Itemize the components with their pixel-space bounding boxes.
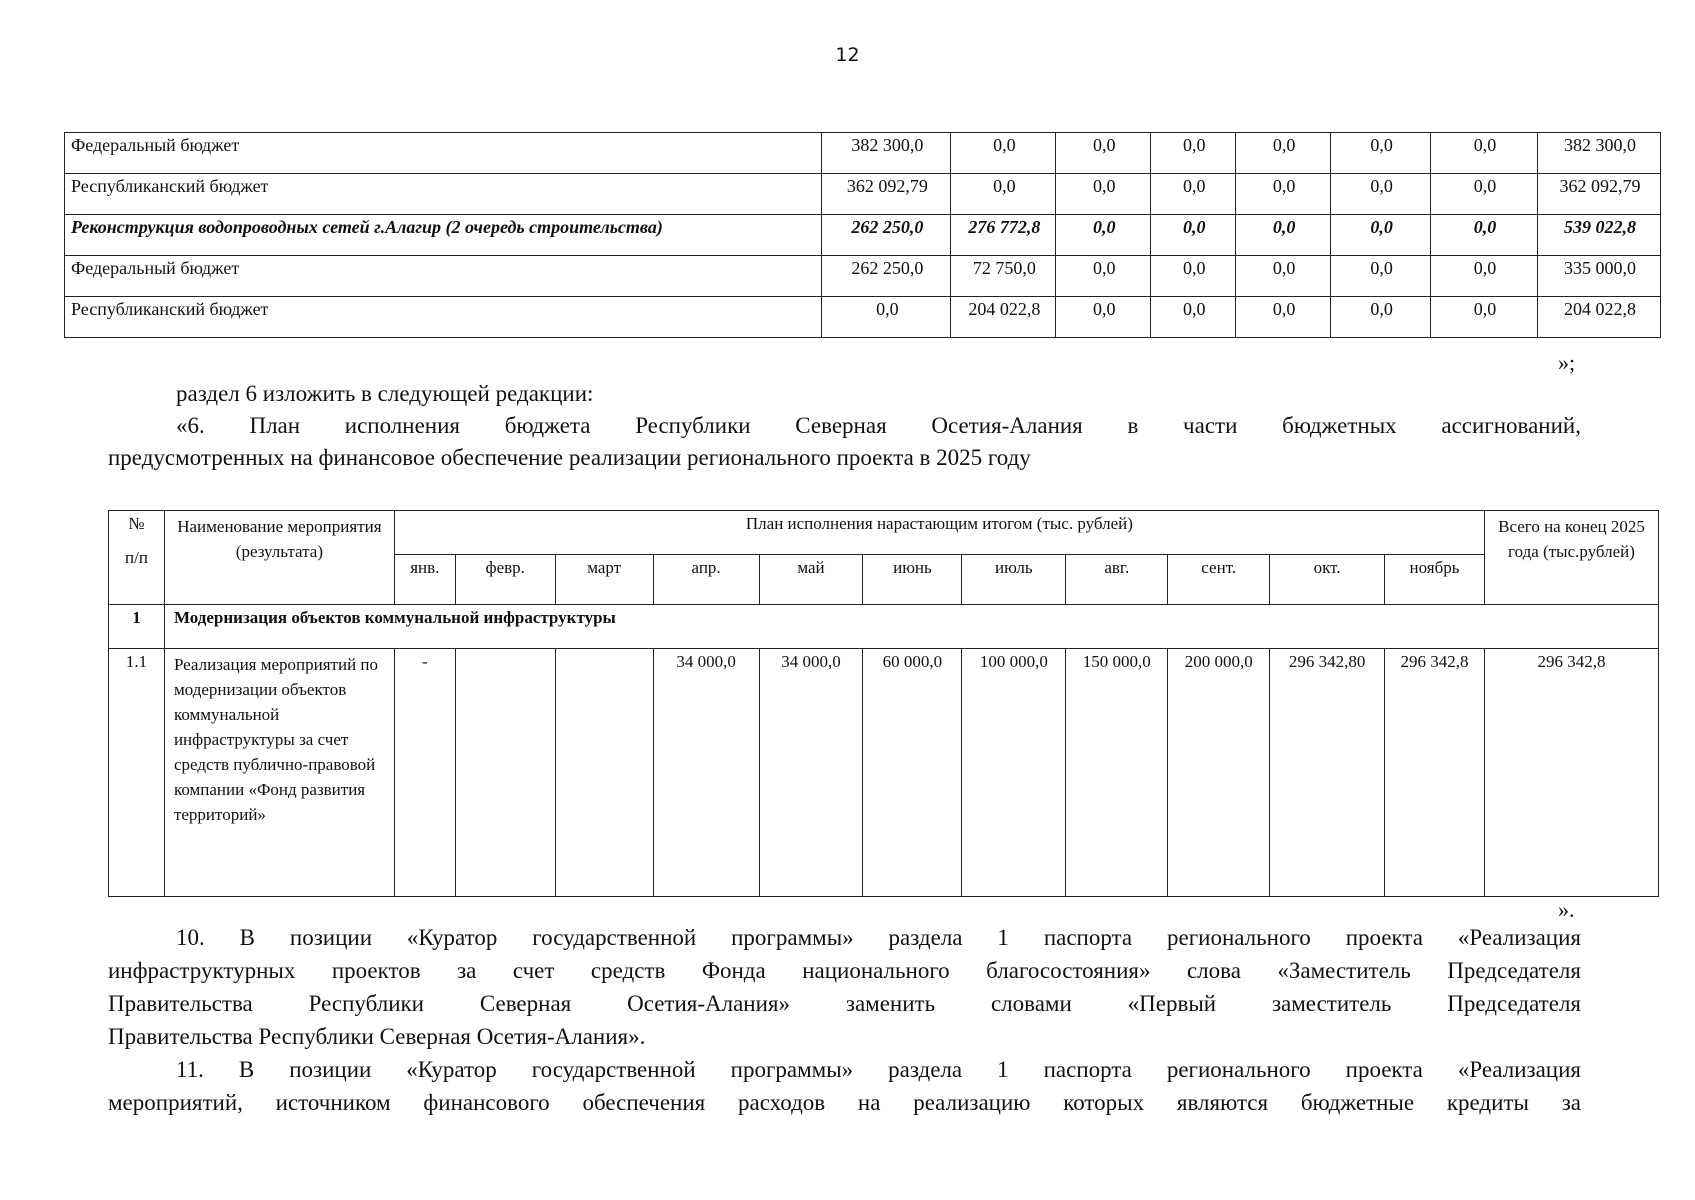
- budget-row-name: Реконструкция водопроводных сетей г.Алагир (2 очередь строительства): [65, 215, 822, 256]
- month-value: [555, 649, 653, 897]
- header-name: Наименование мероприятия (результата): [164, 511, 394, 605]
- budget-row-value: 382 300,0: [822, 133, 951, 174]
- budget-row-value: 262 250,0: [822, 256, 951, 297]
- month-header: март: [555, 555, 653, 605]
- month-header: июль: [962, 555, 1066, 605]
- month-value: 200 000,0: [1168, 649, 1270, 897]
- section6-title-line2: предусмотренных на финансовое обеспечение реализации регионального проекта в 2025 году: [108, 445, 1031, 470]
- budget-row-value: 0,0: [1151, 215, 1236, 256]
- budget-row-value: 0,0: [1056, 133, 1151, 174]
- budget-row-name: Республиканский бюджет: [65, 174, 822, 215]
- budget-row-value: 0,0: [1431, 174, 1538, 215]
- month-header: февр.: [455, 555, 555, 605]
- budget-row: [65, 133, 1661, 174]
- budget-row-value: 0,0: [1056, 215, 1151, 256]
- header-total: Всего на конец 2025 года (тыс.рублей): [1485, 511, 1659, 605]
- section-name: Модернизация объектов коммунальной инфраструктуры: [164, 605, 1658, 649]
- plan-table-closing-quote: ».: [1558, 897, 1575, 922]
- budget-row-value: 0,0: [1431, 256, 1538, 297]
- month-value: 100 000,0: [962, 649, 1066, 897]
- budget-row-value: 0,0: [1236, 133, 1331, 174]
- budget-row-value: 0,0: [822, 297, 951, 338]
- budget-row-value: 72 750,0: [951, 256, 1056, 297]
- para10-line3: Правительства Республики Северная Осетия-Алания» заменить словами «Первый заместитель Председателя: [108, 991, 1581, 1016]
- budget-row-value: 0,0: [1431, 297, 1538, 338]
- month-value: 34 000,0: [653, 649, 759, 897]
- budget-row-value: 0,0: [1151, 256, 1236, 297]
- para10-line4: Правительства Республики Северная Осетия-Алания».: [108, 1024, 646, 1049]
- header-number: [109, 511, 165, 605]
- month-value: 34 000,0: [759, 649, 863, 897]
- budget-row-value: 0,0: [1431, 133, 1538, 174]
- budget-row-value: 0,0: [1236, 174, 1331, 215]
- budget-row-value: 0,0: [1056, 297, 1151, 338]
- budget-row-value: 362 092,79: [1538, 174, 1661, 215]
- month-header: ноябрь: [1385, 555, 1485, 605]
- para11-line1: 11. В позиции «Куратор государственной программы» раздела 1 паспорта регионального проекта «Реализация: [176, 1057, 1581, 1082]
- header-number-line1: №: [128, 514, 145, 533]
- budget-row-value: 0,0: [1056, 256, 1151, 297]
- budget-row-value: 362 092,79: [822, 174, 951, 215]
- budget-row-value: 0,0: [1151, 297, 1236, 338]
- budget-row: [65, 256, 1661, 297]
- month-header: окт.: [1270, 555, 1385, 605]
- budget-row-value: 0,0: [1236, 256, 1331, 297]
- budget-row-value: 382 300,0: [1538, 133, 1661, 174]
- month-value: -: [394, 649, 455, 897]
- budget-row: [65, 215, 1661, 256]
- plan-execution-table: [108, 510, 1659, 897]
- budget-continuation-table: [64, 132, 1661, 338]
- budget-row-value: 276 772,8: [951, 215, 1056, 256]
- month-value: 296 342,80: [1270, 649, 1385, 897]
- month-header: авг.: [1066, 555, 1168, 605]
- month-header: апр.: [653, 555, 759, 605]
- budget-row-value: 0,0: [1331, 133, 1431, 174]
- header-plan: План исполнения нарастающим итогом (тыс. рублей): [394, 511, 1484, 555]
- month-header: сент.: [1168, 555, 1270, 605]
- budget-row-value: 0,0: [1236, 215, 1331, 256]
- month-value: 150 000,0: [1066, 649, 1168, 897]
- budget-row-name: Республиканский бюджет: [65, 297, 822, 338]
- budget-row-value: 0,0: [1331, 256, 1431, 297]
- budget-row-value: 0,0: [1056, 174, 1151, 215]
- table-closing-quote: »;: [1558, 350, 1576, 375]
- month-value: [455, 649, 555, 897]
- month-header: май: [759, 555, 863, 605]
- section-number: 1: [109, 605, 165, 649]
- section6-instruction: раздел 6 изложить в следующей редакции:: [176, 381, 594, 406]
- para10-line2: инфраструктурных проектов за счет средств Фонда национального благосостояния» слова «Заместитель Председателя: [108, 958, 1581, 983]
- month-value: 60 000,0: [863, 649, 962, 897]
- budget-row-value: 0,0: [1331, 174, 1431, 215]
- row-total: 296 342,8: [1485, 649, 1659, 897]
- month-header: янв.: [394, 555, 455, 605]
- month-header: июнь: [863, 555, 962, 605]
- budget-row-value: 0,0: [1331, 215, 1431, 256]
- budget-row-value: 335 000,0: [1538, 256, 1661, 297]
- budget-row-name: Федеральный бюджет: [65, 256, 822, 297]
- budget-row-value: 0,0: [1331, 297, 1431, 338]
- budget-row-value: 0,0: [1151, 174, 1236, 215]
- row-number: 1.1: [109, 649, 165, 897]
- budget-row: [65, 297, 1661, 338]
- budget-row-value: 539 022,8: [1538, 215, 1661, 256]
- page-number: 12: [835, 44, 860, 66]
- para10-line1: 10. В позиции «Куратор государственной программы» раздела 1 паспорта регионального проекта «Реализация: [176, 925, 1581, 950]
- budget-row-value: 0,0: [1236, 297, 1331, 338]
- budget-row: [65, 174, 1661, 215]
- budget-row-value: 0,0: [1431, 215, 1538, 256]
- para11-line2: мероприятий, источником финансового обеспечения расходов на реализацию которых являются бюджетные кредиты за: [108, 1090, 1581, 1115]
- budget-row-value: 204 022,8: [1538, 297, 1661, 338]
- row-name: Реализация мероприятий по модернизации объектов коммунальной инфраструктуры за счет средств публично-правовой компании «Фонд развития территорий»: [164, 649, 394, 897]
- header-number-line2: п/п: [125, 548, 148, 567]
- budget-row-value: 0,0: [951, 133, 1056, 174]
- budget-row-value: 262 250,0: [822, 215, 951, 256]
- budget-row-value: 204 022,8: [951, 297, 1056, 338]
- month-value: 296 342,8: [1385, 649, 1485, 897]
- section6-title-line1: «6. План исполнения бюджета Республики Северная Осетия-Алания в части бюджетных ассигнований,: [176, 413, 1581, 438]
- budget-row-value: 0,0: [1151, 133, 1236, 174]
- budget-row-name: Федеральный бюджет: [65, 133, 822, 174]
- budget-row-value: 0,0: [951, 174, 1056, 215]
